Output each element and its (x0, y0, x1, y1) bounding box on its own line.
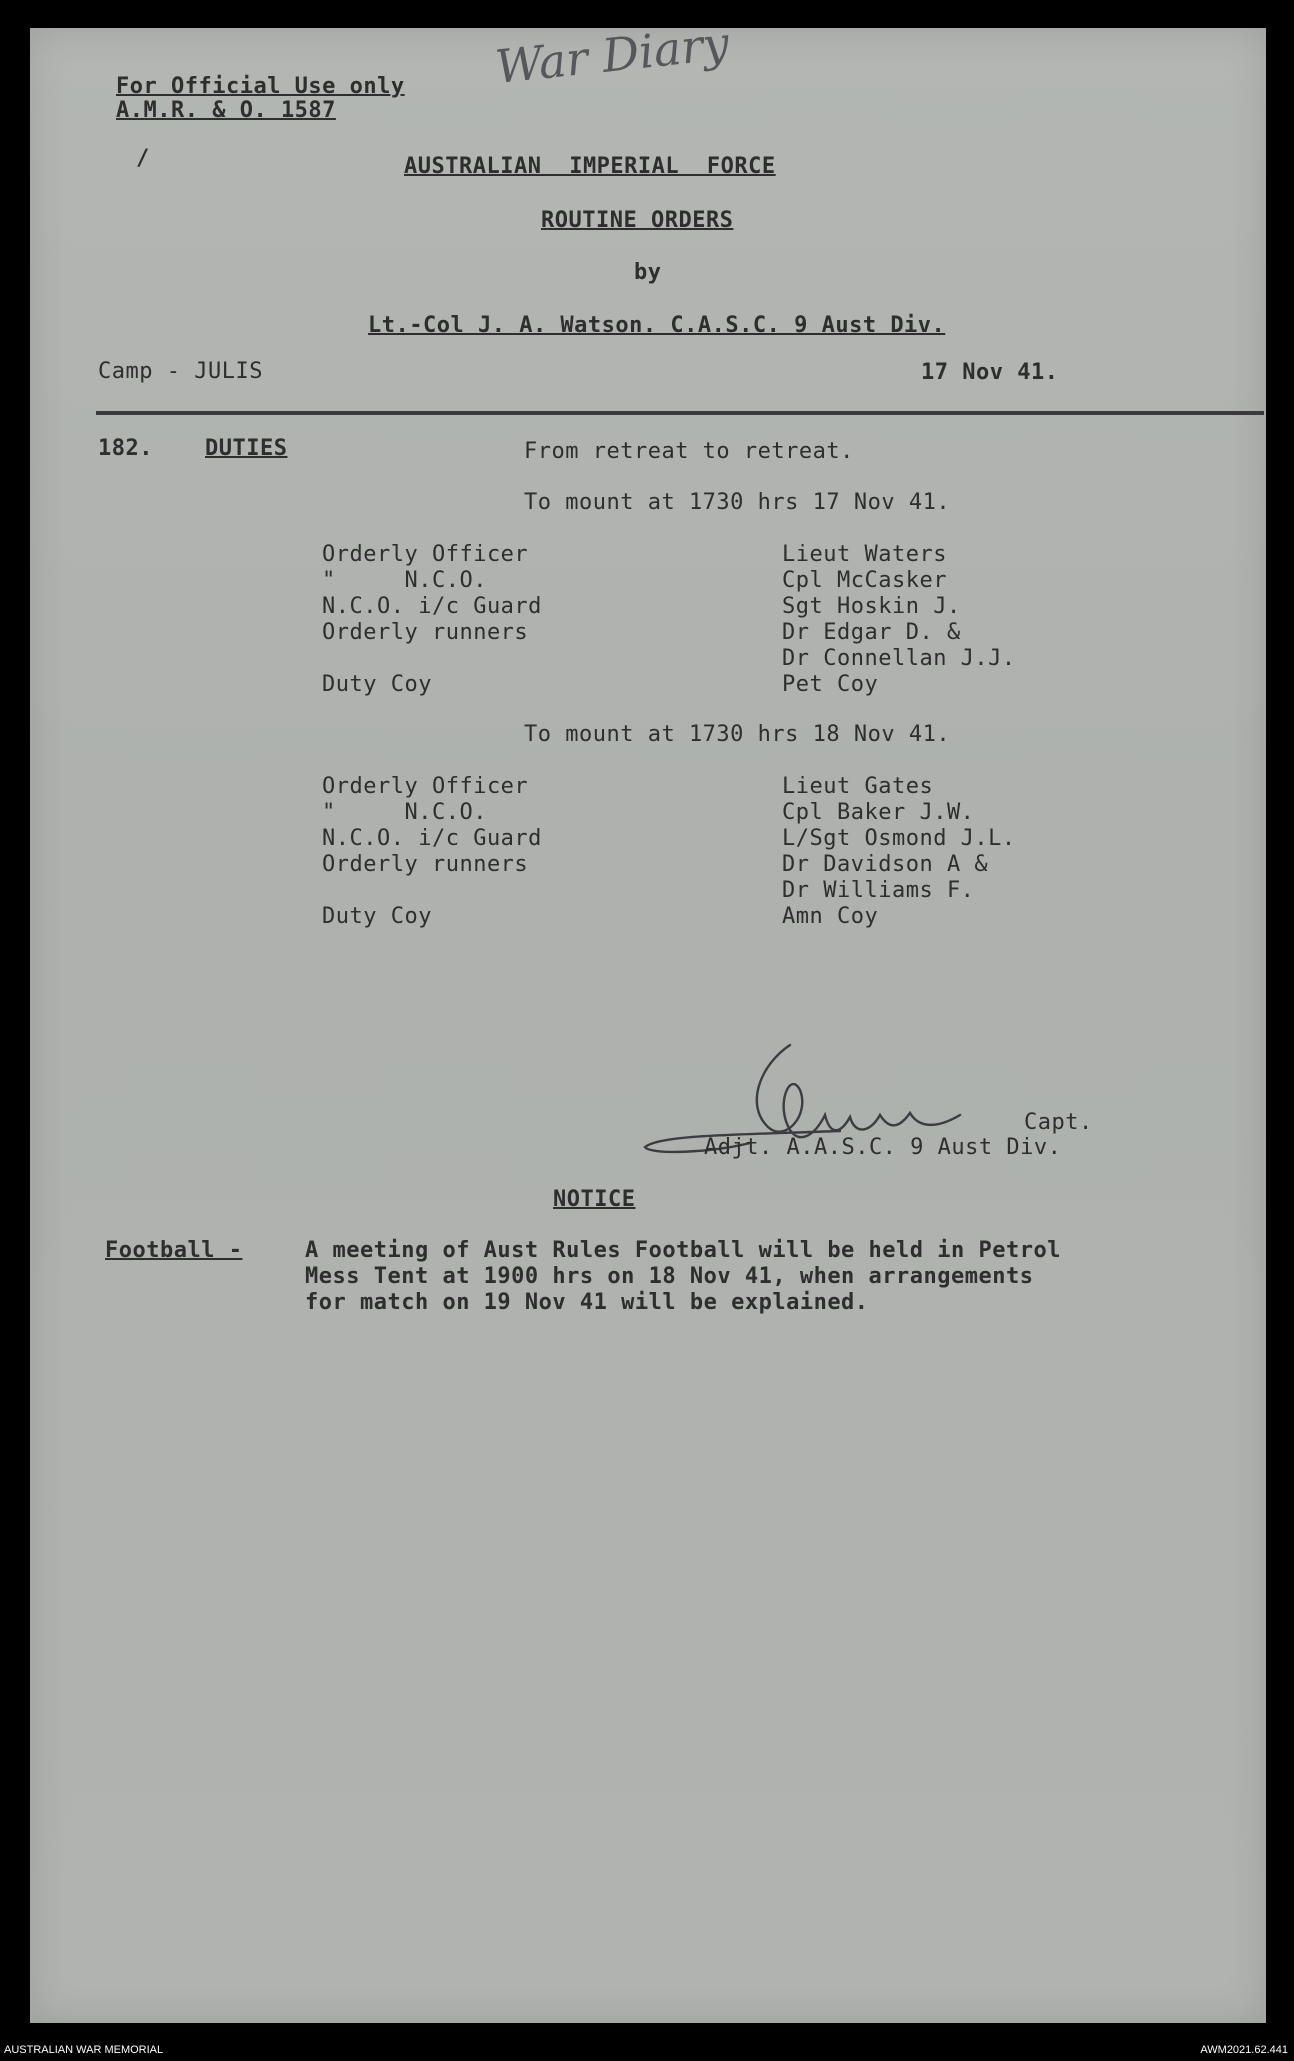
order-date: 17 Nov 41. (921, 360, 1059, 385)
notice-text-line: A meeting of Aust Rules Football will be held in Petrol (305, 1238, 1061, 1263)
signatory-appointment: Adjt. A.A.S.C. 9 Aust Div. (704, 1135, 1062, 1160)
duty-role: " N.C.O. (322, 568, 487, 593)
duty-name: Dr Edgar D. & (782, 620, 961, 645)
notice-heading: NOTICE (553, 1187, 636, 1212)
duty-name: Dr Davidson A & (782, 852, 989, 877)
duty-name: Cpl McCasker (782, 568, 947, 593)
handwritten-note: War Diary (492, 15, 732, 95)
duty-name: Dr Connellan J.J. (782, 646, 1016, 671)
duty-role: Orderly Officer (322, 774, 529, 799)
duty-role: N.C.O. i/c Guard (322, 826, 542, 851)
duty-name: Sgt Hoskin J. (782, 594, 961, 619)
mount-title: To mount at 1730 hrs 18 Nov 41. (524, 722, 951, 747)
duty-name: Lieut Gates (782, 774, 934, 799)
duty-role: N.C.O. i/c Guard (322, 594, 542, 619)
order-intro: From retreat to retreat. (524, 439, 854, 464)
title-line-2: ROUTINE ORDERS (541, 208, 734, 233)
duty-name: Cpl Baker J.W. (782, 800, 975, 825)
order-heading: DUTIES (205, 436, 288, 461)
notice-text-line: Mess Tent at 1900 hrs on 18 Nov 41, when arrangements (305, 1264, 1034, 1289)
duty-name: Lieut Waters (782, 542, 947, 567)
duty-role: Duty Coy (322, 672, 432, 697)
duty-name: L/Sgt Osmond J.L. (782, 826, 1016, 851)
issuing-officer: Lt.-Col J. A. Watson. C.A.S.C. 9 Aust Div. (368, 313, 946, 338)
duty-name: Amn Coy (782, 904, 879, 929)
margin-mark: / (136, 146, 150, 171)
notice-label: Football - (105, 1238, 243, 1263)
official-use-label: For Official Use only (116, 74, 405, 99)
by-line: by (634, 260, 662, 285)
duty-role: " N.C.O. (322, 800, 487, 825)
duty-name: Pet Coy (782, 672, 879, 697)
archive-reference: AWM2021.62.441 (1200, 2044, 1288, 2056)
duty-name: Dr Williams F. (782, 878, 975, 903)
header-divider (96, 411, 1264, 415)
camp-name: Camp - JULIS (98, 359, 263, 384)
title-line-1: AUSTRALIAN IMPERIAL FORCE (404, 154, 776, 179)
mount-title: To mount at 1730 hrs 17 Nov 41. (524, 490, 951, 515)
duty-role: Duty Coy (322, 904, 432, 929)
signatory-rank: Capt. (1024, 1110, 1093, 1135)
order-number: 182. (98, 436, 153, 461)
archive-credit: AUSTRALIAN WAR MEMORIAL (4, 2044, 164, 2056)
duty-role: Orderly Officer (322, 542, 529, 567)
notice-text-line: for match on 19 Nov 41 will be explained. (305, 1290, 869, 1315)
duty-role: Orderly runners (322, 852, 529, 877)
duty-role: Orderly runners (322, 620, 529, 645)
regulation-reference: A.M.R. & O. 1587 (116, 98, 336, 123)
